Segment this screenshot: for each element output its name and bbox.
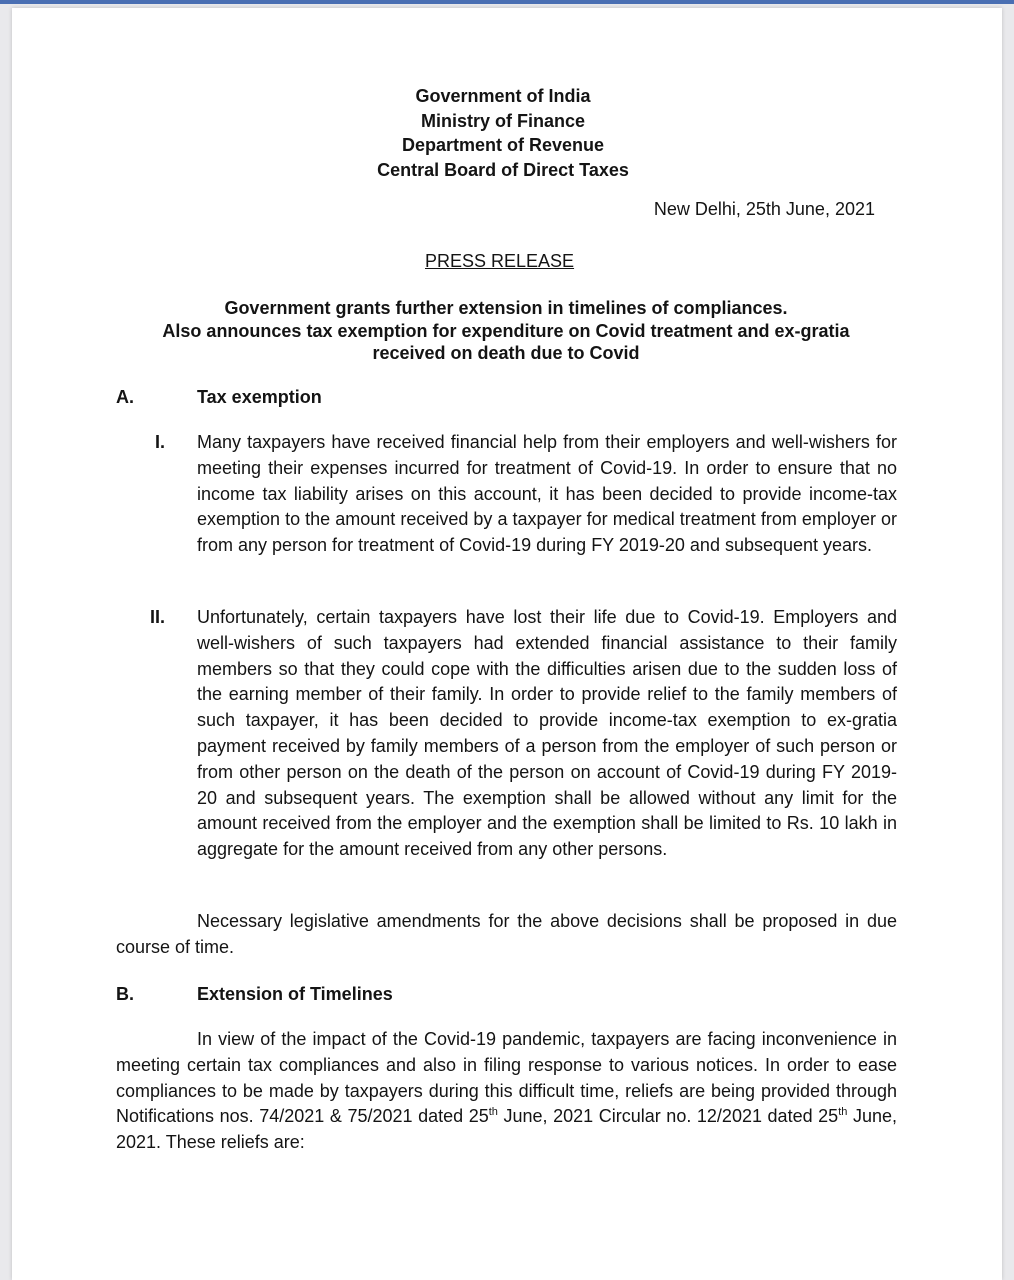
item-2-numeral: II. [150, 607, 166, 627]
letterhead-line-board: Central Board of Direct Taxes [377, 159, 629, 180]
legislative-note-paragraph: Necessary legislative amendments for the above decisions shall be proposed in due course of time. [116, 911, 897, 957]
timelines-text-2: June, 2021 Circular no. 12/2021 dated 25 [497, 1106, 839, 1127]
section-b-letter: B. [116, 984, 134, 1004]
letterhead-line-department: Department of Revenue [401, 135, 605, 155]
section-b-heading: Extension of Timelines [197, 984, 393, 1004]
title-line-3: received on death due to Covid [372, 343, 640, 363]
timelines-text-3: June, 2021. These reliefs are: [116, 1106, 897, 1153]
timelines-sup-2: th [838, 1106, 848, 1119]
letterhead-line-ministry: Ministry of Finance [420, 110, 586, 131]
item-1-numeral: I. [155, 432, 166, 452]
title-line-1: Government grants further extension in timelines of compliances. [224, 298, 788, 318]
release-date: New Delhi, 25th June, 2021 [653, 199, 875, 219]
press-release-label: PRESS RELEASE [425, 251, 575, 271]
letterhead-line-government: Government of India [415, 86, 591, 106]
timelines-text-1: In view of the impact of the Covid-19 pandemic, taxpayers are facing inconvenience in meeting certain tax compliances and also in filing response to various notices. In order to ease compliances to be made by taxpayers during this difficult time, reliefs are being provided through Notifications nos. 74/2021 & 75/2021 dated 25 [116, 1029, 897, 1127]
top-accent-bar [0, 0, 1014, 4]
section-a-letter: A. [116, 387, 134, 407]
item-2-paragraph: Unfortunately, certain taxpayers have lost their life due to Covid-19. Employers and well-wishers of such taxpayers had extended financial assistance to their family members so that they could cope with the difficulties arisen due to the sudden loss of the earning member of their family. In order to provide relief to the family members of such taxpayer, it has been decided to provide income-tax exemption to ex-gratia payment received by family members of a person from the employer of such person or from other person on the death of the person on account of Covid-19 during FY 2019-20 and subsequent years. The exemption shall be allowed without any limit for the amount received from the employer and the exemption shall be limited to Rs. 10 lakh in aggregate for the amount received from any other persons. [197, 607, 897, 860]
letterhead [0, 84, 1014, 182]
timelines-sup-1: th [488, 1106, 498, 1119]
item-1-paragraph: Many taxpayers have received financial help from their employers and well-wishers for meeting their expenses incurred for treatment of Covid-19. In order to ensure that no income tax liability arises on this account, it has been decided to provide income-tax exemption to the amount received by a taxpayer for medical treatment from employer or from any person for treatment of Covid-19 during FY 2019-20 and subsequent years. [197, 432, 897, 556]
timelines-paragraph [116, 1027, 897, 1156]
title-line-2: Also announces tax exemption for expenditure on Covid treatment and ex-gratia [162, 320, 850, 341]
press-release-title [100, 297, 912, 365]
section-a-heading: Tax exemption [197, 387, 322, 407]
